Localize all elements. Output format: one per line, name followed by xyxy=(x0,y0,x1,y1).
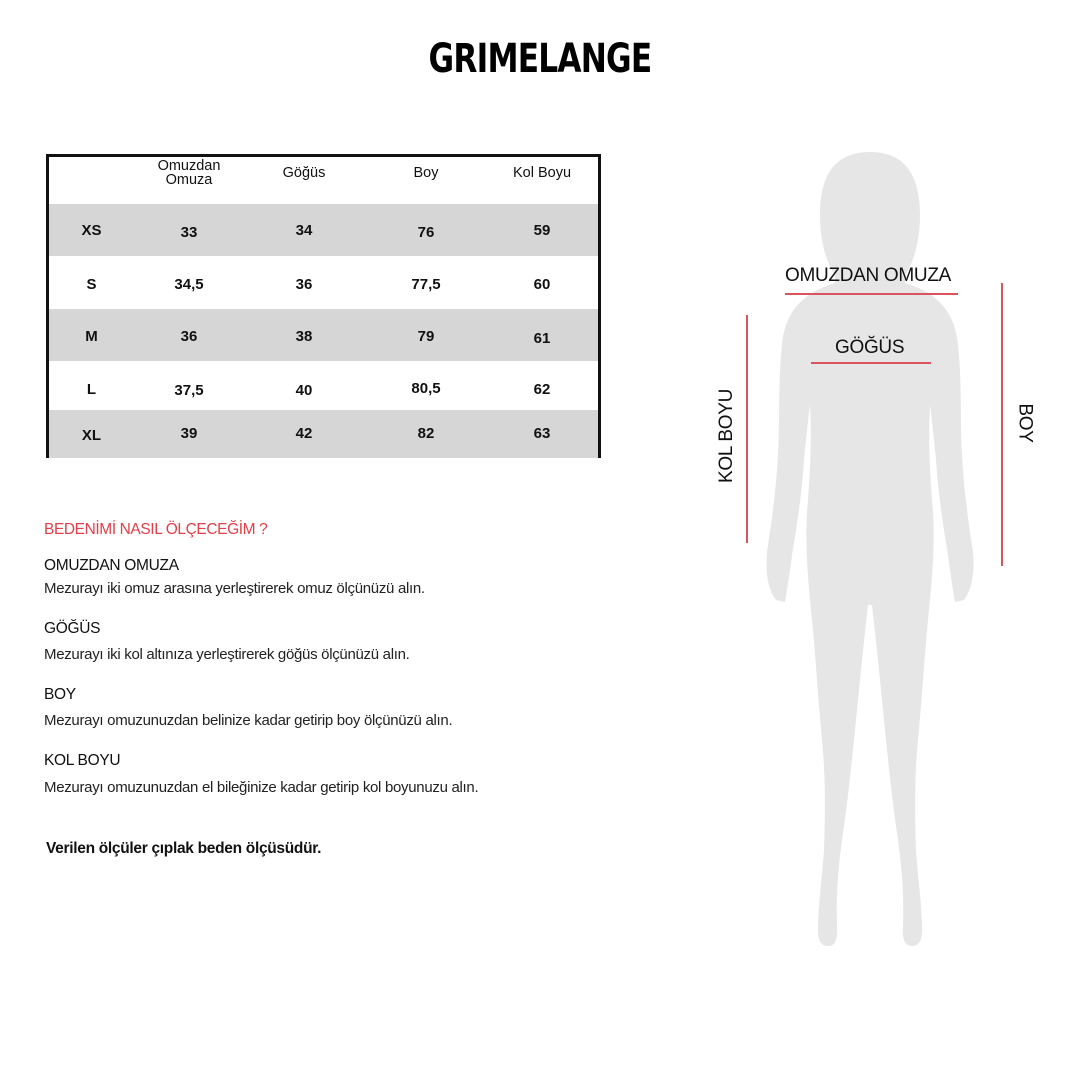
boy-cell: 79 xyxy=(417,328,435,345)
header-kol-boyu: Kol Boyu xyxy=(512,165,572,181)
boy-cell: 82 xyxy=(417,425,435,442)
gogus-cell: 36 xyxy=(295,276,313,293)
section-text-boy: Mezurayı omuzunuzdan belinize kadar getirip boy ölçünüzü alın. xyxy=(44,712,453,729)
boy-cell: 77,5 xyxy=(411,276,441,293)
section-text-kol-boyu: Mezurayı omuzunuzdan el bileğinize kadar getirip kol boyunuzu alın. xyxy=(44,779,479,796)
body-measurement-figure xyxy=(700,140,1060,960)
size-cell: L xyxy=(86,381,97,398)
kol-boyu-cell: 63 xyxy=(533,425,551,442)
omuzdan-omuza-cell: 36 xyxy=(180,328,198,345)
size-cell: S xyxy=(86,276,97,293)
length-measure-line xyxy=(1001,283,1003,566)
header-omuzdan-line2: Omuza xyxy=(165,172,213,188)
table-row xyxy=(49,361,598,413)
size-table xyxy=(46,154,601,458)
brand-logo: GRIMELANGE xyxy=(428,36,652,82)
size-cell: XS xyxy=(81,222,102,239)
omuzdan-omuza-cell: 37,5 xyxy=(174,382,204,399)
header-gogus: Göğüs xyxy=(282,165,326,181)
section-title-boy: BOY xyxy=(44,686,76,703)
kol-boyu-cell: 59 xyxy=(533,222,551,239)
table-row xyxy=(49,257,598,309)
header-omuzdan-line1: Omuzdan xyxy=(157,158,221,174)
table-row xyxy=(49,410,598,458)
omuzdan-omuza-cell: 34,5 xyxy=(174,276,204,293)
header-omuzdan-omuza xyxy=(139,159,239,187)
section-text-gogus: Mezurayı iki kol altınıza yerleştirerek göğüs ölçünüzü alın. xyxy=(44,646,410,663)
size-cell: M xyxy=(85,328,98,345)
length-label: BOY xyxy=(1014,403,1036,443)
kol-boyu-cell: 60 xyxy=(533,276,551,293)
section-text-omuzdan-omuza: Mezurayı iki omuz arasına yerleştirerek omuz ölçünüzü alın. xyxy=(44,580,425,597)
header-boy: Boy xyxy=(413,165,439,181)
gogus-cell: 42 xyxy=(295,425,313,442)
boy-cell: 76 xyxy=(417,224,435,241)
shoulder-measure-line xyxy=(785,293,958,295)
chest-measure-line xyxy=(811,362,931,364)
kol-boyu-cell: 62 xyxy=(533,381,551,398)
section-title-kol-boyu: KOL BOYU xyxy=(44,752,121,769)
measurement-note: Verilen ölçüler çıplak beden ölçüsüdür. xyxy=(46,840,322,857)
table-row xyxy=(49,204,598,256)
body-silhouette-icon xyxy=(700,140,1060,960)
table-header-row xyxy=(49,157,598,209)
size-cell: XL xyxy=(81,427,102,444)
kol-boyu-cell: 61 xyxy=(533,330,551,347)
table-row xyxy=(49,309,598,361)
gogus-cell: 40 xyxy=(295,382,313,399)
shoulder-label: OMUZDAN OMUZA xyxy=(785,265,952,286)
section-title-omuzdan-omuza: OMUZDAN OMUZA xyxy=(44,557,179,574)
sleeve-label: KOL BOYU xyxy=(716,388,738,484)
omuzdan-omuza-cell: 33 xyxy=(180,224,198,241)
chest-label: GÖĞÜS xyxy=(835,337,905,358)
howto-title: BEDENİMİ NASIL ÖLÇECEĞİM ? xyxy=(44,521,268,538)
omuzdan-omuza-cell: 39 xyxy=(180,425,198,442)
gogus-cell: 38 xyxy=(295,328,313,345)
section-title-gogus: GÖĞÜS xyxy=(44,620,101,637)
gogus-cell: 34 xyxy=(295,222,313,239)
boy-cell: 80,5 xyxy=(411,380,441,397)
sleeve-measure-line xyxy=(746,315,748,543)
